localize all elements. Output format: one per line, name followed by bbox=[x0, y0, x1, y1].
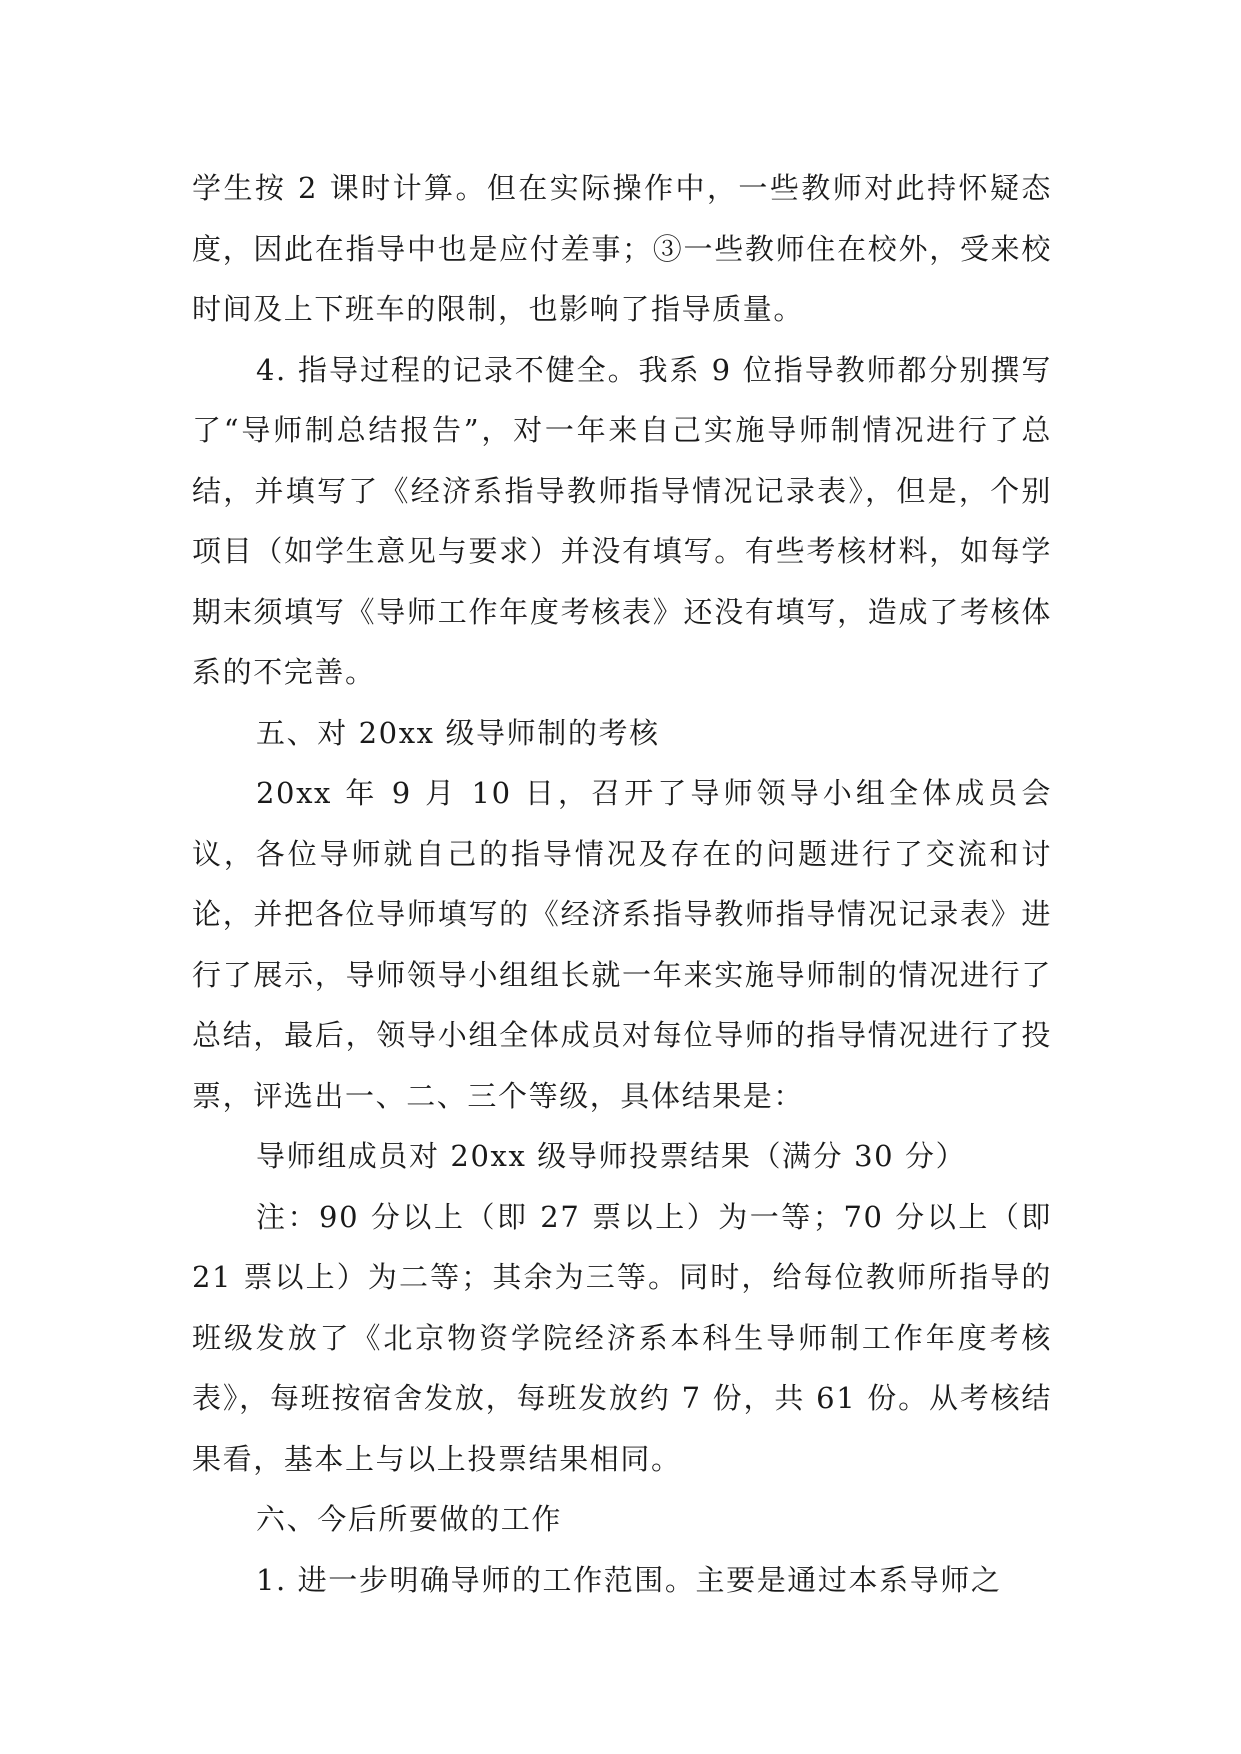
paragraph-note: 注：90 分以上（即 27 票以上）为一等；70 分以上（即 21 票以上）为二等；其余为三等。同时，给每位教师所指导的班级发放了《北京物资学院经济系本科生导师制工作年度考核表》，每班按宿舍发放，每班发放约 7 份，共 61 份。从考核结果看，基本上与以上投票结果相同。 bbox=[192, 1199, 1052, 1476]
paragraph-continued: 学生按 2 课时计算。但在实际操作中，一些教师对此持怀疑态度，因此在指导中也是应付差事；③一些教师住在校外，受来校时间及上下班车的限制，也影响了指导质量。 bbox=[192, 171, 1052, 326]
document-body bbox=[192, 158, 1052, 1610]
paragraph-item-1: 1. 进一步明确导师的工作范围。主要是通过本系导师之 bbox=[256, 1562, 1002, 1597]
section-heading-6: 六、今后所要做的工作 bbox=[256, 1502, 563, 1536]
paragraph-item-4: 4. 指导过程的记录不健全。我系 9 位指导教师都分别撰写了“导师制总结报告”，对一年来自己实施导师制情况进行了总结，并填写了《经济系指导教师指导情况记录表》，但是，个别项目（如学生意见与要求）并没有填写。有些考核材料，如每学期末须填写《导师工作年度考核表》还没有填写，造成了考核体系的不完善。 bbox=[192, 352, 1052, 689]
vote-result-caption: 导师组成员对 20xx 级导师投票结果（满分 30 分） bbox=[256, 1139, 967, 1173]
section-heading-5: 五、对 20xx 级导师制的考核 bbox=[256, 715, 660, 750]
paragraph-meeting: 20xx 年 9 月 10 日，召开了导师领导小组全体成员会议，各位导师就自己的指导情况及存在的问题进行了交流和讨论，并把各位导师填写的《经济系指导教师指导情况记录表》进行了展示，导师领导小组组长就一年来实施导师制的情况进行了总结，最后，领导小组全体成员对每位导师的指导情况进行了投票，评选出一、二、三个等级，具体结果是： bbox=[192, 776, 1052, 1113]
